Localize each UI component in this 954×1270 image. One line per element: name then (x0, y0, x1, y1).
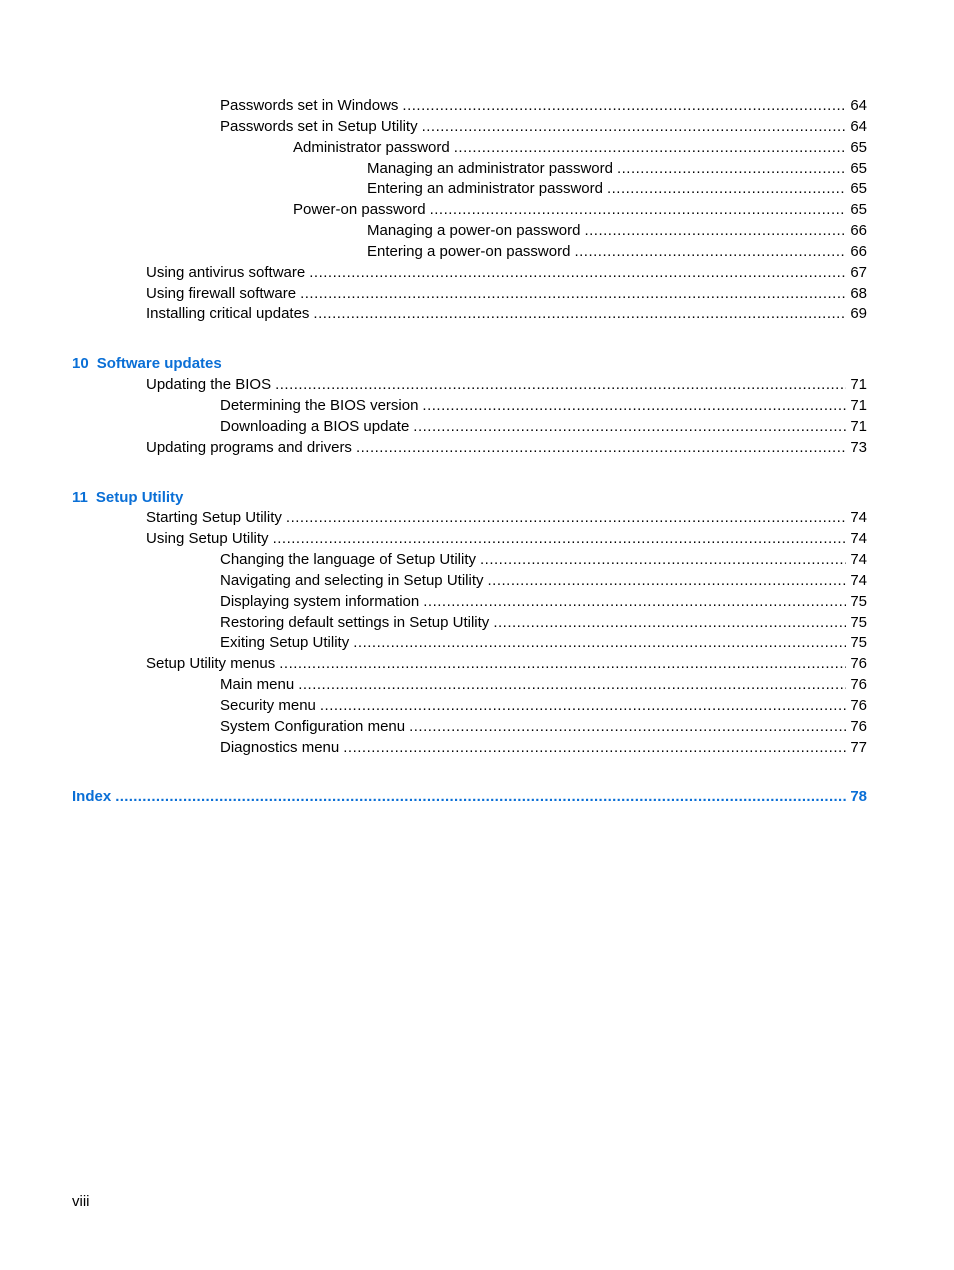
toc-entry-title: Downloading a BIOS update (220, 417, 410, 435)
toc-page-number: 75 (850, 592, 867, 610)
toc-entry[interactable] (0, 592, 954, 613)
toc-entry[interactable] (0, 159, 954, 180)
toc-entry[interactable] (0, 529, 954, 550)
dot-leader (402, 96, 846, 117)
toc-entry-title: Diagnostics menu (220, 738, 340, 756)
toc-page-number: 74 (850, 551, 867, 569)
toc-page-number: 66 (850, 222, 867, 240)
toc-entry-title: Restoring default settings in Setup Utility (220, 613, 490, 631)
toc-entry[interactable] (0, 696, 954, 717)
toc-entry[interactable] (0, 138, 954, 159)
toc-entry[interactable] (0, 304, 954, 325)
dot-leader (454, 138, 847, 159)
toc-entry[interactable] (0, 550, 954, 571)
toc-page-number: 74 (850, 530, 867, 548)
toc-entry[interactable] (0, 738, 954, 759)
toc-entry[interactable] (0, 654, 954, 675)
toc-entry-title: Updating the BIOS (146, 376, 272, 394)
dot-leader (584, 221, 846, 242)
dot-leader (353, 633, 846, 654)
toc-entry[interactable] (0, 633, 954, 654)
dot-leader (493, 613, 846, 634)
toc-entry[interactable] (0, 200, 954, 221)
toc-page-number: 76 (850, 655, 867, 673)
toc-entry-title: Administrator password (293, 138, 450, 156)
toc-entry-title: Using firewall software (146, 284, 297, 302)
toc-entry[interactable] (0, 375, 954, 396)
dot-leader (487, 571, 846, 592)
dot-leader (115, 787, 846, 808)
toc-entry-title: Entering an administrator password (367, 180, 603, 198)
toc-entry-title: Power-on password (293, 201, 426, 219)
chapter-heading[interactable] (0, 488, 954, 509)
toc-page-number: 64 (850, 97, 867, 114)
toc-entry-title: Determining the BIOS version (220, 396, 419, 414)
dot-leader (313, 304, 846, 325)
toc-page-number: 76 (850, 717, 867, 735)
toc-entry-title: Passwords set in Setup Utility (220, 117, 418, 135)
dot-leader (309, 263, 846, 284)
toc-entry-title: Main menu (220, 676, 295, 694)
toc-page-number: 74 (850, 571, 867, 589)
dot-leader (273, 529, 847, 550)
toc-page-number: 71 (850, 376, 867, 394)
toc-entry-title: Navigating and selecting in Setup Utility (220, 571, 484, 589)
toc-entry[interactable] (0, 396, 954, 417)
dot-leader (607, 179, 846, 200)
page-number: viii (72, 1193, 90, 1210)
toc-page-number: 66 (850, 242, 867, 260)
dot-leader (320, 696, 846, 717)
toc-page-number: 71 (850, 417, 867, 435)
toc-entry-title: Managing an administrator password (367, 159, 613, 177)
toc-entry-title: Starting Setup Utility (146, 509, 282, 527)
toc-entry-title: Using Setup Utility (146, 530, 269, 548)
toc-entry-title: Installing critical updates (146, 305, 310, 323)
dot-leader (279, 654, 846, 675)
toc-entry[interactable] (0, 221, 954, 242)
dot-leader (413, 417, 846, 438)
dot-leader (480, 550, 846, 571)
toc-entry[interactable] (0, 284, 954, 305)
toc-page-number: 76 (850, 696, 867, 714)
toc-page-number: 76 (850, 676, 867, 694)
chapter-title: Software updates (96, 355, 222, 373)
dot-leader (617, 159, 846, 180)
toc-page-number: 65 (850, 201, 867, 219)
toc-entry-title: System Configuration menu (220, 717, 406, 735)
toc-entry-title: Using antivirus software (146, 263, 306, 281)
chapter-number: 11 (72, 488, 88, 506)
toc-page-number: 75 (850, 634, 867, 652)
toc-page-number: 69 (850, 305, 867, 323)
dot-leader (409, 717, 846, 738)
toc-entry-title: Index (72, 788, 112, 806)
toc-entry-title: Exiting Setup Utility (220, 634, 350, 652)
toc-entry[interactable] (0, 263, 954, 284)
toc-page-number: 68 (850, 284, 867, 302)
toc-page-number: 65 (850, 159, 867, 177)
dot-leader (574, 242, 846, 263)
toc-page-number: 74 (850, 509, 867, 527)
toc-entry-title: Updating programs and drivers (146, 438, 352, 456)
toc-entry[interactable] (0, 613, 954, 634)
toc-entry-title: Displaying system information (220, 592, 420, 610)
toc-entry[interactable] (0, 717, 954, 738)
toc-entry-title: Managing a power-on password (367, 222, 581, 240)
toc-entry[interactable] (0, 417, 954, 438)
toc-entry[interactable] (0, 96, 954, 117)
toc-entry-title: Setup Utility menus (146, 655, 276, 673)
dot-leader (423, 592, 846, 613)
toc-entry[interactable] (0, 508, 954, 529)
dot-leader (422, 396, 846, 417)
dot-leader (430, 200, 847, 221)
toc-entry[interactable] (0, 179, 954, 200)
toc-page-number: 65 (850, 138, 867, 156)
dot-leader (300, 284, 846, 305)
toc-entry-title: Security menu (220, 696, 316, 714)
toc-page-number: 73 (850, 438, 867, 456)
toc-entry[interactable] (0, 675, 954, 696)
toc-entry[interactable] (0, 242, 954, 263)
toc-entry[interactable] (0, 571, 954, 592)
toc-entry-title: Changing the language of Setup Utility (220, 551, 477, 569)
dot-leader (356, 438, 846, 459)
dot-leader (343, 738, 846, 759)
toc-entry-title: Passwords set in Windows (220, 97, 399, 114)
toc-page-number: 75 (850, 613, 867, 631)
toc-entry[interactable] (0, 438, 954, 459)
toc-page-number: 78 (850, 788, 867, 806)
toc-page-number: 67 (850, 263, 867, 281)
chapter-number: 10 (72, 355, 89, 373)
toc-entry[interactable] (0, 117, 954, 138)
dot-leader (422, 117, 847, 138)
chapter-heading[interactable] (0, 354, 954, 375)
toc-page-number: 65 (850, 180, 867, 198)
toc-entry-title: Entering a power-on password (367, 242, 571, 260)
dot-leader (286, 508, 846, 529)
toc-page-number: 71 (850, 396, 867, 414)
dot-leader (298, 675, 846, 696)
table-of-contents (0, 96, 954, 808)
toc-page-number: 77 (850, 738, 867, 756)
chapter-title: Setup Utility (95, 488, 184, 506)
dot-leader (275, 375, 846, 396)
toc-page-number: 64 (850, 117, 867, 135)
toc-index-entry[interactable] (0, 787, 954, 808)
